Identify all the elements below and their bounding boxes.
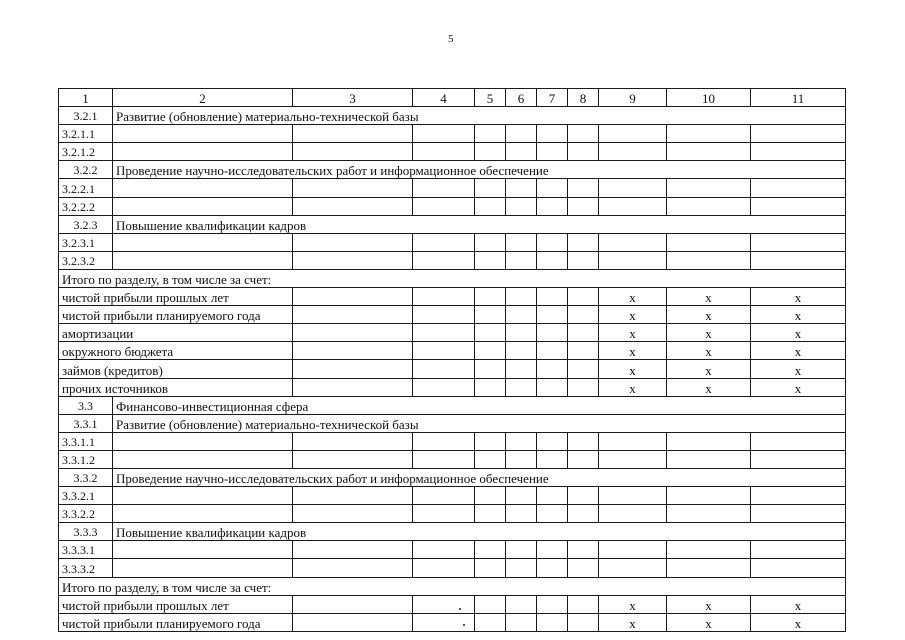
item-row xyxy=(59,179,846,197)
section-title: Повышение квалификации кадров xyxy=(113,523,846,541)
section-code: 3.3 xyxy=(59,396,113,414)
total-row xyxy=(59,269,846,287)
empty-cell xyxy=(537,179,568,197)
empty-cell xyxy=(667,233,751,251)
empty-cell xyxy=(568,613,599,631)
section-row xyxy=(59,161,846,179)
funding-source-row xyxy=(59,288,846,306)
item-row xyxy=(59,251,846,269)
empty-cell xyxy=(751,450,846,468)
empty-cell xyxy=(599,125,667,143)
page-number: 5 xyxy=(448,33,454,45)
empty-cell xyxy=(475,251,506,269)
empty-cell xyxy=(506,613,537,631)
section-title: Финансово-инвестиционная сфера xyxy=(113,396,846,414)
empty-cell xyxy=(599,143,667,161)
section-title: Повышение квалификации кадров xyxy=(113,215,846,233)
empty-cell xyxy=(537,559,568,577)
empty-cell xyxy=(413,360,475,378)
empty-cell xyxy=(475,432,506,450)
empty-cell xyxy=(413,378,475,396)
empty-cell xyxy=(599,233,667,251)
empty-cell xyxy=(506,505,537,523)
empty-cell xyxy=(537,378,568,396)
empty-cell xyxy=(568,197,599,215)
empty-cell xyxy=(537,342,568,360)
empty-cell xyxy=(506,179,537,197)
empty-cell xyxy=(113,233,293,251)
item-code: 3.3.2.2 xyxy=(59,505,113,523)
empty-cell xyxy=(113,505,293,523)
empty-cell xyxy=(751,505,846,523)
x-mark: х xyxy=(751,324,846,342)
header-cell-9: 9 xyxy=(599,89,667,107)
empty-cell xyxy=(413,613,475,631)
x-mark: х xyxy=(599,595,667,613)
empty-cell xyxy=(293,179,413,197)
empty-cell xyxy=(113,143,293,161)
section-title: Проведение научно-исследовательских работ и информационное обеспечение xyxy=(113,161,846,179)
x-mark: х xyxy=(599,288,667,306)
empty-cell xyxy=(568,450,599,468)
total-label: Итого по разделу, в том числе за счет: xyxy=(59,269,846,287)
empty-cell xyxy=(506,541,537,559)
x-mark: х xyxy=(667,324,751,342)
item-code: 3.2.2.1 xyxy=(59,179,113,197)
empty-cell xyxy=(413,450,475,468)
empty-cell xyxy=(293,125,413,143)
section-row xyxy=(59,396,846,414)
section-row xyxy=(59,215,846,233)
empty-cell xyxy=(113,450,293,468)
header-cell-6: 6 xyxy=(506,89,537,107)
empty-cell xyxy=(506,559,537,577)
empty-cell xyxy=(413,197,475,215)
item-row xyxy=(59,541,846,559)
scan-speck xyxy=(463,624,465,626)
total-row xyxy=(59,577,846,595)
section-row xyxy=(59,468,846,486)
empty-cell xyxy=(293,233,413,251)
empty-cell xyxy=(537,595,568,613)
empty-cell xyxy=(751,487,846,505)
empty-cell xyxy=(537,505,568,523)
empty-cell xyxy=(599,559,667,577)
empty-cell xyxy=(537,143,568,161)
empty-cell xyxy=(475,233,506,251)
empty-cell xyxy=(506,342,537,360)
section-code: 3.2.2 xyxy=(59,161,113,179)
empty-cell xyxy=(113,251,293,269)
empty-cell xyxy=(475,541,506,559)
empty-cell xyxy=(568,559,599,577)
x-mark: х xyxy=(667,288,751,306)
x-mark: х xyxy=(599,613,667,631)
empty-cell xyxy=(413,595,475,613)
empty-cell xyxy=(537,288,568,306)
section-row xyxy=(59,414,846,432)
empty-cell xyxy=(475,487,506,505)
empty-cell xyxy=(293,306,413,324)
empty-cell xyxy=(667,487,751,505)
empty-cell xyxy=(475,613,506,631)
empty-cell xyxy=(537,432,568,450)
empty-cell xyxy=(667,505,751,523)
item-code: 3.3.3.1 xyxy=(59,541,113,559)
empty-cell xyxy=(293,613,413,631)
item-code: 3.3.1.2 xyxy=(59,450,113,468)
x-mark: х xyxy=(667,378,751,396)
empty-cell xyxy=(506,125,537,143)
empty-cell xyxy=(293,595,413,613)
item-code: 3.3.2.1 xyxy=(59,487,113,505)
empty-cell xyxy=(475,342,506,360)
header-cell-10: 10 xyxy=(667,89,751,107)
table-body xyxy=(59,89,846,632)
empty-cell xyxy=(599,505,667,523)
item-code: 3.2.1.2 xyxy=(59,143,113,161)
empty-cell xyxy=(667,432,751,450)
empty-cell xyxy=(475,197,506,215)
empty-cell xyxy=(599,179,667,197)
empty-cell xyxy=(413,324,475,342)
header-cell-7: 7 xyxy=(537,89,568,107)
empty-cell xyxy=(568,125,599,143)
empty-cell xyxy=(413,342,475,360)
empty-cell xyxy=(537,306,568,324)
empty-cell xyxy=(751,432,846,450)
item-row xyxy=(59,450,846,468)
header-cell-1: 1 xyxy=(59,89,113,107)
item-row xyxy=(59,143,846,161)
funding-source-row xyxy=(59,360,846,378)
empty-cell xyxy=(599,251,667,269)
empty-cell xyxy=(568,541,599,559)
empty-cell xyxy=(667,179,751,197)
x-mark: х xyxy=(667,306,751,324)
empty-cell xyxy=(506,288,537,306)
empty-cell xyxy=(568,143,599,161)
empty-cell xyxy=(537,197,568,215)
empty-cell xyxy=(413,487,475,505)
empty-cell xyxy=(506,378,537,396)
empty-cell xyxy=(599,432,667,450)
empty-cell xyxy=(667,251,751,269)
empty-cell xyxy=(751,143,846,161)
empty-cell xyxy=(413,233,475,251)
empty-cell xyxy=(293,432,413,450)
scan-speck xyxy=(459,608,461,610)
empty-cell xyxy=(293,541,413,559)
empty-cell xyxy=(475,179,506,197)
x-mark: х xyxy=(667,613,751,631)
section-title: Развитие (обновление) материально-технической базы xyxy=(113,414,846,432)
empty-cell xyxy=(113,125,293,143)
x-mark: х xyxy=(667,360,751,378)
empty-cell xyxy=(568,288,599,306)
item-row xyxy=(59,197,846,215)
x-mark: х xyxy=(751,378,846,396)
empty-cell xyxy=(568,324,599,342)
item-row xyxy=(59,125,846,143)
empty-cell xyxy=(537,613,568,631)
empty-cell xyxy=(293,143,413,161)
x-mark: х xyxy=(599,378,667,396)
empty-cell xyxy=(599,541,667,559)
empty-cell xyxy=(113,432,293,450)
empty-cell xyxy=(413,125,475,143)
empty-cell xyxy=(413,179,475,197)
x-mark: х xyxy=(667,342,751,360)
header-row xyxy=(59,89,846,107)
empty-cell xyxy=(413,505,475,523)
empty-cell xyxy=(568,306,599,324)
empty-cell xyxy=(751,541,846,559)
header-cell-8: 8 xyxy=(568,89,599,107)
empty-cell xyxy=(506,306,537,324)
empty-cell xyxy=(113,197,293,215)
empty-cell xyxy=(568,487,599,505)
funding-source-label: чистой прибыли планируемого года xyxy=(59,306,293,324)
empty-cell xyxy=(293,505,413,523)
empty-cell xyxy=(506,487,537,505)
x-mark: х xyxy=(751,613,846,631)
empty-cell xyxy=(667,143,751,161)
empty-cell xyxy=(506,197,537,215)
empty-cell xyxy=(506,143,537,161)
funding-source-row xyxy=(59,613,846,631)
section-code: 3.2.3 xyxy=(59,215,113,233)
empty-cell xyxy=(475,505,506,523)
empty-cell xyxy=(475,324,506,342)
empty-cell xyxy=(293,378,413,396)
empty-cell xyxy=(413,432,475,450)
header-cell-5: 5 xyxy=(475,89,506,107)
funding-source-row xyxy=(59,324,846,342)
empty-cell xyxy=(293,360,413,378)
x-mark: х xyxy=(599,324,667,342)
section-row xyxy=(59,107,846,125)
empty-cell xyxy=(751,559,846,577)
empty-cell xyxy=(568,179,599,197)
empty-cell xyxy=(667,541,751,559)
empty-cell xyxy=(599,487,667,505)
empty-cell xyxy=(293,450,413,468)
empty-cell xyxy=(568,360,599,378)
section-title: Развитие (обновление) материально-технической базы xyxy=(113,107,846,125)
empty-cell xyxy=(599,450,667,468)
x-mark: х xyxy=(667,595,751,613)
funding-source-label: займов (кредитов) xyxy=(59,360,293,378)
funding-source-label: прочих источников xyxy=(59,378,293,396)
item-row xyxy=(59,233,846,251)
funding-source-label: амортизации xyxy=(59,324,293,342)
header-cell-2: 2 xyxy=(113,89,293,107)
empty-cell xyxy=(568,342,599,360)
empty-cell xyxy=(413,143,475,161)
x-mark: х xyxy=(751,342,846,360)
item-code: 3.3.1.1 xyxy=(59,432,113,450)
empty-cell xyxy=(113,487,293,505)
x-mark: х xyxy=(751,288,846,306)
funding-source-row xyxy=(59,595,846,613)
empty-cell xyxy=(475,559,506,577)
empty-cell xyxy=(568,233,599,251)
funding-source-row xyxy=(59,342,846,360)
empty-cell xyxy=(537,125,568,143)
item-code: 3.2.2.2 xyxy=(59,197,113,215)
empty-cell xyxy=(293,251,413,269)
empty-cell xyxy=(506,233,537,251)
empty-cell xyxy=(475,143,506,161)
empty-cell xyxy=(506,324,537,342)
item-code: 3.2.3.1 xyxy=(59,233,113,251)
x-mark: х xyxy=(751,360,846,378)
funding-source-row xyxy=(59,306,846,324)
empty-cell xyxy=(506,450,537,468)
empty-cell xyxy=(537,360,568,378)
x-mark: х xyxy=(599,342,667,360)
section-code: 3.3.3 xyxy=(59,523,113,541)
empty-cell xyxy=(568,595,599,613)
header-cell-11: 11 xyxy=(751,89,846,107)
item-row xyxy=(59,432,846,450)
empty-cell xyxy=(667,125,751,143)
empty-cell xyxy=(506,432,537,450)
header-cell-3: 3 xyxy=(293,89,413,107)
empty-cell xyxy=(475,360,506,378)
empty-cell xyxy=(413,288,475,306)
empty-cell xyxy=(537,487,568,505)
empty-cell xyxy=(667,559,751,577)
empty-cell xyxy=(667,450,751,468)
empty-cell xyxy=(506,251,537,269)
funding-source-label: чистой прибыли прошлых лет xyxy=(59,288,293,306)
funding-source-label: чистой прибыли планируемого года xyxy=(59,613,293,631)
item-row xyxy=(59,487,846,505)
investment-table xyxy=(58,88,846,632)
funding-source-row xyxy=(59,378,846,396)
empty-cell xyxy=(475,288,506,306)
item-code: 3.2.3.2 xyxy=(59,251,113,269)
empty-cell xyxy=(506,595,537,613)
empty-cell xyxy=(599,197,667,215)
funding-source-label: чистой прибыли прошлых лет xyxy=(59,595,293,613)
x-mark: х xyxy=(751,306,846,324)
item-row xyxy=(59,505,846,523)
empty-cell xyxy=(293,197,413,215)
section-code: 3.2.1 xyxy=(59,107,113,125)
funding-source-label: окружного бюджета xyxy=(59,342,293,360)
empty-cell xyxy=(568,505,599,523)
empty-cell xyxy=(506,360,537,378)
empty-cell xyxy=(568,432,599,450)
empty-cell xyxy=(667,197,751,215)
item-code: 3.2.1.1 xyxy=(59,125,113,143)
empty-cell xyxy=(113,179,293,197)
empty-cell xyxy=(751,251,846,269)
section-code: 3.3.2 xyxy=(59,468,113,486)
empty-cell xyxy=(475,450,506,468)
total-label: Итого по разделу, в том числе за счет: xyxy=(59,577,846,595)
empty-cell xyxy=(413,251,475,269)
empty-cell xyxy=(751,197,846,215)
empty-cell xyxy=(113,541,293,559)
empty-cell xyxy=(751,125,846,143)
empty-cell xyxy=(537,251,568,269)
empty-cell xyxy=(293,559,413,577)
empty-cell xyxy=(568,251,599,269)
section-code: 3.3.1 xyxy=(59,414,113,432)
empty-cell xyxy=(293,324,413,342)
section-title: Проведение научно-исследовательских работ и информационное обеспечение xyxy=(113,468,846,486)
empty-cell xyxy=(475,125,506,143)
empty-cell xyxy=(293,487,413,505)
item-code: 3.3.3.2 xyxy=(59,559,113,577)
empty-cell xyxy=(537,233,568,251)
empty-cell xyxy=(413,559,475,577)
item-row xyxy=(59,559,846,577)
x-mark: х xyxy=(751,595,846,613)
empty-cell xyxy=(475,595,506,613)
empty-cell xyxy=(293,342,413,360)
x-mark: х xyxy=(599,306,667,324)
empty-cell xyxy=(568,378,599,396)
header-cell-4: 4 xyxy=(413,89,475,107)
section-row xyxy=(59,523,846,541)
empty-cell xyxy=(751,179,846,197)
empty-cell xyxy=(475,306,506,324)
empty-cell xyxy=(413,541,475,559)
empty-cell xyxy=(537,541,568,559)
empty-cell xyxy=(537,450,568,468)
empty-cell xyxy=(293,288,413,306)
empty-cell xyxy=(537,324,568,342)
empty-cell xyxy=(113,559,293,577)
empty-cell xyxy=(413,306,475,324)
empty-cell xyxy=(475,378,506,396)
empty-cell xyxy=(751,233,846,251)
x-mark: х xyxy=(599,360,667,378)
